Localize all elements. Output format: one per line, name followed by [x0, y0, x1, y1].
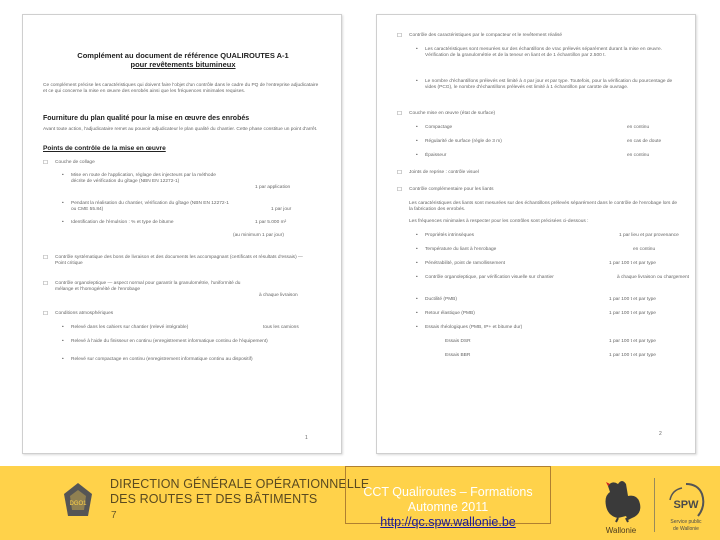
page2-item: • Ductilité (PMB) — [425, 297, 457, 303]
page1-item-value: à chaque livraison — [259, 293, 298, 298]
org-line-2: DES ROUTES ET DES BÂTIMENTS — [110, 491, 318, 506]
page1-item: ☐ Couche de collage — [55, 160, 95, 166]
page2-item-value: 1 par 100 t et par type — [609, 261, 656, 266]
page2-item: • Le nombre d'échantillons prélevés est limité à 4 par jour et par type. Toutefois, pour la vérification du pourcentage de vides (PCG), le nombre d'échantillons prélevés est limité à 1 échantillon par carotte de ouvrage. — [425, 79, 683, 91]
course-info-box — [345, 466, 551, 529]
page1-title-line2: pour revêtements bitumineux — [130, 60, 236, 69]
page2-item-value: 1 par 100 t et par type — [609, 339, 656, 344]
page2-item-value: en continu — [627, 153, 650, 158]
page-number: 2 — [659, 431, 662, 437]
page1-intro: Ce complément précise les caractéristiques qui doivent faire l'objet d'un contrôle dans le cadre du PQ de l'entreprise adjudicataire et ce qui concerne la mise en œuvre des enrobés ainsi que les fréquences minimales requises. — [43, 83, 319, 94]
page2-item: • Les caractéristiques sont mesurées sur des échantillons de vrac prélevés séparément durant la mise en œuvre. Vérification de la granulométrie et de la teneur en liant et de 1 échantillon par 2.500 t. — [425, 47, 683, 59]
page1-item: ☐ Contrôle systématique des bons de livraison et des documents les accompagnant (certificats et résultats d'essais) — Point critique — [55, 255, 305, 267]
page1-item: ☐ Conditions atmosphériques — [55, 311, 113, 317]
org-line-1: DIRECTION GÉNÉRALE OPÉRATIONNELLE — [110, 477, 370, 491]
page1-item-value: tous les camions — [263, 325, 299, 330]
page1-item-value: (au minimum 1 par jour) — [233, 233, 284, 238]
page2-item: • Compactage — [425, 125, 452, 131]
document-page-2 — [376, 14, 696, 454]
dgo1-logo-icon — [62, 482, 94, 518]
page2-item: Essais DSR — [445, 339, 471, 344]
page1-item: • Relevé dans les cahiers sur chantier (relevé intégrable) — [71, 325, 251, 331]
page1-subsection-title: Points de contrôle de la mise en œuvre — [43, 145, 166, 152]
page2-item: ☐ Joints de reprise : contrôle visuel — [409, 170, 479, 176]
logo-divider — [654, 478, 655, 532]
page2-item: ☐ Couche mise en œuvre (état de surface) — [409, 111, 495, 117]
page2-item: • Pénétrabilité, point de ramollissement — [425, 261, 505, 267]
page2-item: ☐ Contrôle complémentaire pour les liants — [409, 187, 494, 193]
wallonie-rooster-logo-icon — [598, 478, 644, 536]
page1-section-text: Avant toute action, l'adjudicataire remet au pouvoir adjudicateur le plan qualité du chantier. Cette phase constitue un point d'arrêt. — [43, 127, 318, 132]
page1-item: • Relevé sur compactage en continu (enregistrement informatique continu au dispositif) — [71, 357, 311, 363]
document-page-1 — [22, 14, 342, 454]
page2-item-value: en cas de doute — [627, 139, 662, 144]
page2-item-value: en continu — [633, 247, 656, 252]
page2-item-value: 1 par lieu et par provenance — [619, 233, 679, 238]
spw-subtitle-2: de Wallonie — [673, 526, 699, 532]
page1-item: • Identification de l'émulsion : % et type de bitume — [71, 220, 241, 226]
page2-item-value: 1 par 100 t et par type — [609, 311, 656, 316]
page1-item-value: 1 par jour — [271, 207, 292, 212]
page1-item: ☐ Contrôle organoleptique — aspect normal pour garantir la granulométrie, l'uniformité du mélange et l'homogénéité de l'enrobage — [55, 281, 245, 293]
page1-title-line1: Complément au document de référence QUALIROUTES A-1 — [77, 51, 289, 60]
page2-item: ☐ Contrôle des caractéristiques par le compacteur et le revêtement réalisé — [409, 33, 679, 39]
page2-item: • Retour élastique (PMB) — [425, 311, 475, 317]
website-link[interactable]: http://qc.spw.wallonie.be — [380, 515, 516, 529]
slide-number: 7 — [111, 510, 117, 521]
course-title: CCT Qualiroutes – Formations — [363, 485, 533, 499]
page2-item: • Contrôle organoleptique, par vérification visuelle sur chantier — [425, 275, 595, 281]
page1-item-value: 1 par 5.000 m² — [255, 220, 287, 225]
page2-item: Les fréquences minimales à respecter pour les contrôles sont précisées ci-dessous : — [409, 219, 589, 224]
page2-item: Les caractéristiques des liants sont mesurées sur des échantillons prélevés séparément dans le contrôle de l'enrobage lors de la fabrication des enrobés. — [409, 201, 678, 212]
page1-item: • Mise en route de l'application, réglage des injecteurs par la méthode décrite de vérification du gîtage (NBN EN 12272-1) — [71, 173, 231, 185]
page-number: 1 — [305, 435, 308, 441]
page2-item: Essais BBR — [445, 353, 471, 358]
page2-item-value: 1 par 100 t et par type — [609, 353, 656, 358]
dgo1-logo-text: DGO1 — [69, 501, 87, 507]
page2-item: • Température du liant à l'enrobage — [425, 247, 496, 253]
page2-item-value: à chaque livraison ou chargement — [617, 275, 689, 280]
page2-item-value: 1 par 100 t et par type — [609, 297, 656, 302]
organization-name — [110, 477, 369, 506]
page2-item: • Épaisseur — [425, 153, 446, 159]
spw-logo-icon — [664, 480, 708, 536]
page2-item: • Propriétés intrinsèques — [425, 233, 474, 239]
page2-item: • Régularité de surface (règle de 3 m) — [425, 139, 502, 145]
page1-title — [63, 51, 303, 69]
wallonie-label: Wallonie — [605, 526, 637, 535]
page2-item: • Essais rhéologiques (PMB, IP+ et bitume dur) — [425, 325, 522, 331]
course-season: Automne 2011 — [407, 500, 489, 514]
page1-item: • Relevé à l'aide du finisseur en continu (enregistrement informatique continu de l'équipement) — [71, 339, 311, 345]
spw-label: SPW — [673, 499, 699, 511]
spw-subtitle-1: Service public — [670, 519, 702, 525]
page1-section-title: Fourniture du plan qualité pour la mise en œuvre des enrobés — [43, 115, 250, 122]
page2-item-value: en continu — [627, 125, 650, 130]
page1-item: • Pendant la réalisation du chantier, vérification du gîtage (NBN EN 12272-1 ou CME 55.84) — [71, 201, 231, 213]
page1-item-value: 1 par application — [255, 185, 291, 190]
